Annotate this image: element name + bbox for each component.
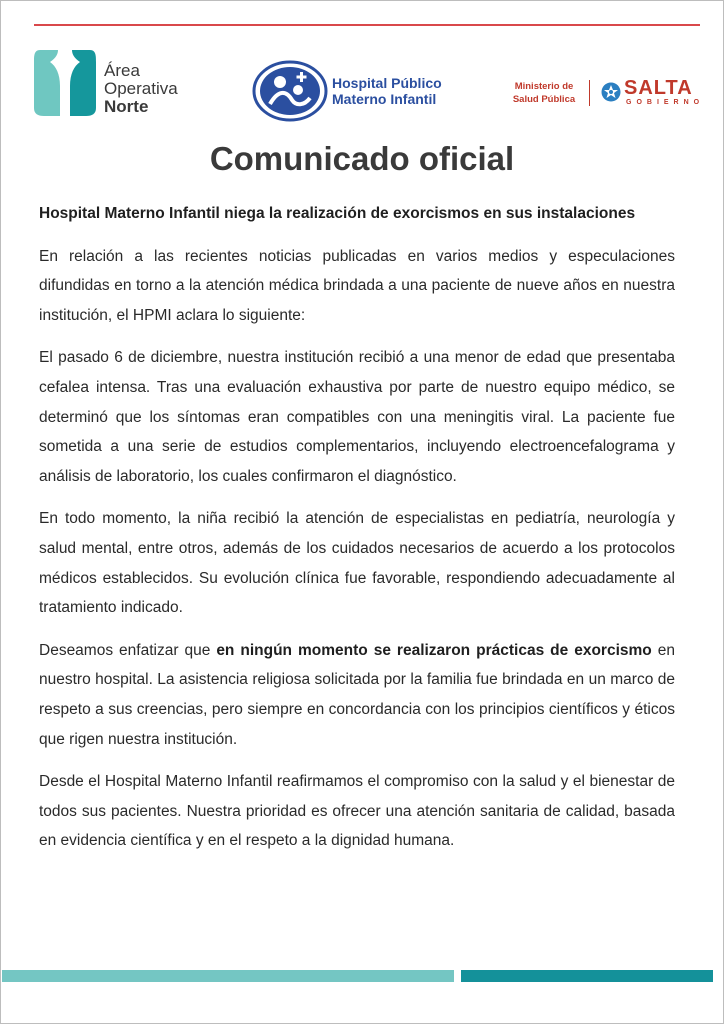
salta-star-icon <box>601 82 621 102</box>
hospital-logo <box>252 60 452 122</box>
paragraph-5: Desde el Hospital Materno Infantil reafirmamos el compromiso con la salud y el bienestar de todos sus pacientes. Nuestra prioridad es ofrecer una atención sanitaria de calidad, basada en evidencia científica y en el respeto a la dignidad humana. <box>39 773 675 850</box>
ministry-logo-line1: Ministerio de <box>514 81 574 92</box>
paragraph-4-end: en nuestro hospital. La asistencia religiosa solicitada por la familia fue brindada en un marco de respeto a sus creencias, pero siempre en concordancia con los principios científicos y éticos que rigen nuestra institución. <box>39 641 675 748</box>
area-logo-line1: Área <box>104 61 140 80</box>
footer-bar-dark <box>461 970 713 982</box>
paragraph-2: El pasado 6 de diciembre, nuestra institución recibió a una menor de edad que presentaba cefalea intensa. Tras una evaluación exhaustiva por parte de nuestro equipo médico, se determinó que los síntomas eran compatibles con una meningitis viral. La paciente fue sometida a una serie de estudios complementarios, incluyendo electroencefalograma y análisis de laboratorio, los cuales confirmaron el diagnóstico. <box>39 349 675 485</box>
area-logo-line2: Operativa <box>104 79 178 98</box>
footer-bar-light <box>2 970 454 982</box>
area-operativa-norte-logo <box>34 46 194 116</box>
document-headline: Hospital Materno Infantil niega la realización de exorcismos en sus instalaciones <box>39 205 636 222</box>
hospital-logo-line2: Materno Infantil <box>332 91 437 107</box>
paragraph-4-start: Deseamos enfatizar que <box>39 641 217 659</box>
salta-subtitle: GOBIERNO <box>626 99 705 106</box>
logo-separator <box>589 80 590 106</box>
document-title: Comunicado oficial <box>209 140 515 177</box>
salta-wordmark: SALTA <box>624 77 693 99</box>
hospital-emblem-icon <box>252 60 328 122</box>
top-rule <box>34 24 700 26</box>
area-logo-line3: Norte <box>104 97 149 116</box>
area-operativa-norte-emblem-icon <box>34 46 96 116</box>
paragraph-4-emphasis: en ningún momento se realizaron prácticas de exorcismo <box>216 641 652 659</box>
ministry-salta-logo <box>512 77 705 110</box>
paragraph-3: En todo momento, la niña recibió la atención de especialistas en pediatría, neurología y salud mental, entre otros, además de los cuidados necesarios de acuerdo a los protocolos médicos establecidos. Su evolución clínica fue favorable, respondiendo adecuadamente al tratamiento indicado. <box>39 510 675 617</box>
ministry-logo-line2: Salud Pública <box>512 94 576 105</box>
paragraph-4 <box>39 636 675 754</box>
paragraph-1: En relación a las recientes noticias publicadas en varios medios y especulaciones difundidas en torno a la atención médica brindada a una paciente de nueve años en nuestra institución, el HPMI aclara lo siguiente: <box>39 247 675 324</box>
hospital-logo-line1: Hospital Público <box>332 75 442 91</box>
document-body <box>39 199 675 869</box>
